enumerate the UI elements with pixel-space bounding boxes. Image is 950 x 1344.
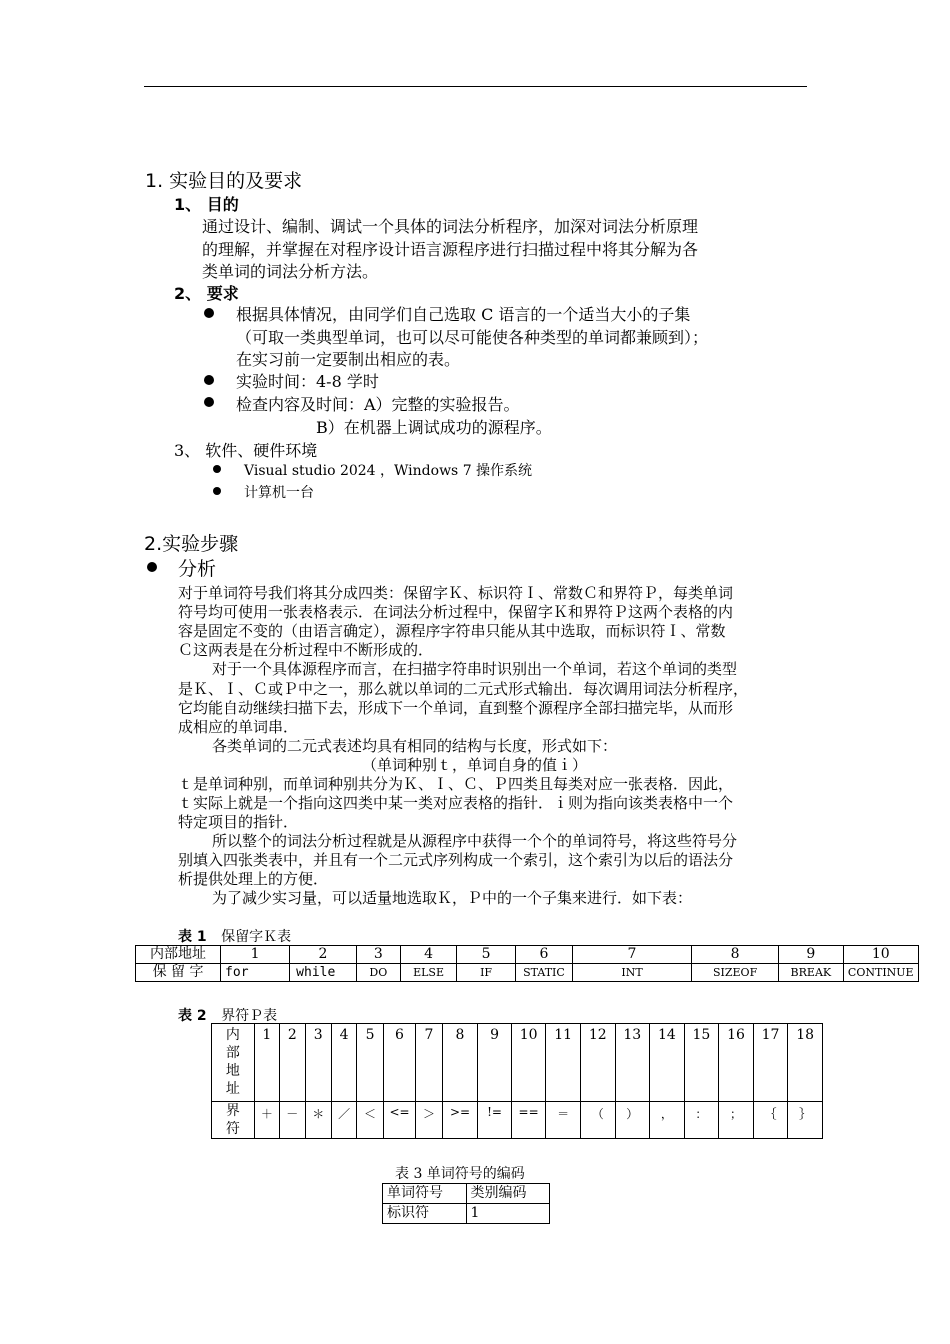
para-line: 是Ｋ、Ｉ、Ｃ或Ｐ中之一，那么就以单词的二元式形式输出．每次调用词法分析程序， [178, 680, 749, 698]
header-rule [144, 86, 807, 87]
table2-row-header [212, 1102, 255, 1139]
table-cell: 9 [779, 946, 843, 964]
table-cell: ＝ [546, 1102, 581, 1139]
table-cell: 1 [466, 1204, 550, 1224]
table-cell: BREAK [779, 964, 843, 982]
table-cell: 12 [580, 1024, 615, 1102]
delimiter-table [211, 1023, 823, 1139]
table-row [383, 1204, 550, 1224]
table1-caption-text: 保留字Ｋ表 [221, 929, 292, 945]
header-char: 界 [225, 1103, 240, 1119]
para-line: Ｃ这两表是在分析过程中不断形成的． [178, 641, 434, 659]
para-line: ｔ是单词种别，而单词种别共分为Ｋ、Ｉ、Ｃ、Ｐ四类且每类对应一张表格．因此， [178, 775, 734, 793]
table1-keyword-row [136, 964, 919, 982]
table-cell: ＜ [357, 1102, 383, 1139]
req-bullet3: 检查内容及时间：A）完整的实验报告。 [236, 395, 520, 414]
para-line: 对于单词符号我们将其分成四类：保留字Ｋ、标识符Ｉ、常数Ｃ和界符Ｐ，每类单词 [178, 584, 734, 602]
requirements-heading: 2、 要求 [174, 284, 239, 303]
table-cell: ： [684, 1102, 719, 1139]
table-cell: 4 [400, 946, 456, 964]
table-cell: 7 [416, 1024, 442, 1102]
table-cell: 18 [788, 1024, 823, 1102]
table-header-cell: 单词符号 [383, 1184, 467, 1204]
table-cell: ； [719, 1102, 754, 1139]
bullet-icon [204, 308, 214, 318]
table-cell: 1 [254, 1024, 279, 1102]
table-cell: 6 [515, 946, 572, 964]
para-line: 符号均可使用一张表格表示．在词法分析过程中，保留字Ｋ和界符Ｐ这两个表格的内 [178, 603, 734, 621]
table-cell: 8 [442, 1024, 478, 1102]
table2-caption [178, 1005, 277, 1025]
table-cell: 9 [478, 1024, 512, 1102]
table-cell: STATIC [515, 964, 572, 982]
table-cell: INT [572, 964, 691, 982]
table2-caption-label: 表 2 [178, 1008, 207, 1024]
table-cell: ＋ [254, 1102, 279, 1139]
table1-address-row [136, 946, 919, 964]
table-cell: ／ [331, 1102, 356, 1139]
para-line: （单词种别ｔ，单词自身的值ｉ） [362, 756, 588, 774]
section2-title: 2.实验步骤 [144, 533, 239, 555]
header-char: 地 [225, 1063, 240, 1079]
table-cell: DO [356, 964, 400, 982]
analysis-heading: 分析 [178, 558, 217, 580]
table-cell: ｛ [753, 1102, 788, 1139]
req-bullet1-line1: 根据具体情况，由同学们自己选取 C 语言的一个适当大小的子集 [236, 305, 691, 324]
table-cell: 标识符 [383, 1204, 467, 1224]
table-cell: 8 [692, 946, 779, 964]
table-header-cell: 类别编码 [466, 1184, 550, 1204]
table1-caption [178, 926, 291, 946]
req-bullet1-line3: 在实习前一定要制出相应的表。 [236, 350, 461, 369]
table-cell: 3 [305, 1024, 331, 1102]
header-char: 址 [225, 1081, 240, 1097]
table-cell: 1 [221, 946, 290, 964]
table-cell: 5 [457, 946, 516, 964]
environment-item-1: Visual studio 2024 ，Windows 7 操作系统 [244, 463, 533, 479]
table-cell: 17 [753, 1024, 788, 1102]
table-cell: <= [383, 1102, 416, 1139]
req-bullet1-line2: （可取一类典型单词，也可以尽可能使各种类型的单词都兼顾到）； [236, 328, 709, 347]
table-cell: 6 [383, 1024, 416, 1102]
req-bullet3-cont: B）在机器上调试成功的源程序。 [316, 418, 552, 437]
table-cell: 2 [280, 1024, 305, 1102]
environment-heading: 3、 软件、硬件环境 [174, 441, 318, 460]
table-cell: SIZEOF [692, 964, 779, 982]
table-cell: － [280, 1102, 305, 1139]
table-cell: ） [615, 1102, 650, 1139]
table-cell: 15 [684, 1024, 719, 1102]
table2-row-header [212, 1024, 255, 1102]
table-cell: 4 [331, 1024, 356, 1102]
req-bullet2: 实验时间：4-8 学时 [236, 372, 379, 391]
table-cell: 2 [290, 946, 357, 964]
table-cell: ， [650, 1102, 685, 1139]
table-cell: 5 [357, 1024, 383, 1102]
table3-header-row [383, 1184, 550, 1204]
para-line: 特定项目的指针． [178, 813, 299, 831]
table-cell: ＊ [305, 1102, 331, 1139]
table-cell: CONTINUE [843, 964, 918, 982]
table1-row-header: 内部地址 [136, 946, 221, 964]
para-line: 成相应的单词串． [178, 718, 299, 736]
table3-caption: 表 3 单词符号的编码 [395, 1166, 525, 1182]
table-cell: 14 [650, 1024, 685, 1102]
table-cell: != [478, 1102, 512, 1139]
para-line: 所以整个的词法分析过程就是从源程序中获得一个个的单词符号，将这些符号分 [212, 832, 738, 850]
bullet-icon [147, 562, 157, 572]
para-line: 析提供处理上的方便． [178, 870, 329, 888]
section1-title: 1. 实验目的及要求 [145, 170, 303, 192]
para-line: ｔ实际上就是一个指向这四类中某一类对应表格的指针．ｉ则为指向该类表格中一个 [178, 794, 734, 812]
purpose-line-3: 类单词的词法分析方法。 [202, 262, 379, 281]
table-cell: 11 [546, 1024, 581, 1102]
table-cell: 3 [356, 946, 400, 964]
table-cell: >= [442, 1102, 478, 1139]
para-line: 对于一个具体源程序而言，在扫描字符串时识别出一个单词，若这个单词的类型 [212, 660, 738, 678]
para-line: 别填入四张类表中，并且有一个二元式序列构成一个索引，这个索引为以后的语法分 [178, 851, 734, 869]
purpose-heading: 1、 目的 [174, 195, 239, 214]
table2-symbol-row [212, 1102, 823, 1139]
table-cell: 10 [511, 1024, 546, 1102]
table-cell: for [221, 964, 290, 982]
header-char: 部 [225, 1045, 240, 1061]
bullet-icon [213, 465, 221, 473]
para-line: 为了减少实习量，可以适量地选取Ｋ，Ｐ中的一个子集来进行．如下表： [212, 889, 693, 907]
table-cell: 7 [572, 946, 691, 964]
para-line: 容是固定不变的（由语言确定），源程序字符串只能从其中选取，而标识符Ｉ、常数 [178, 622, 726, 640]
table-cell: ｝ [788, 1102, 823, 1139]
bullet-icon [204, 397, 214, 407]
table-cell: （ [580, 1102, 615, 1139]
purpose-line-2: 的理解，并掌握在对程序设计语言源程序进行扫描过程中将其分解为各 [202, 240, 699, 259]
token-code-table [382, 1183, 550, 1224]
environment-item-2: 计算机一台 [244, 485, 314, 501]
purpose-line-1: 通过设计、编制、调试一个具体的词法分析程序，加深对词法分析原理 [202, 217, 699, 236]
table-cell: IF [457, 964, 516, 982]
bullet-icon [204, 375, 214, 385]
table-cell: == [511, 1102, 546, 1139]
table2-caption-text: 界符Ｐ表 [221, 1008, 278, 1024]
para-line: 它均能自动继续扫描下去，形成下一个单词，直到整个源程序全部扫描完毕，从而形 [178, 699, 734, 717]
table1-row-header: 保 留 字 [136, 964, 221, 982]
header-char: 内 [225, 1027, 240, 1043]
table2-address-row [212, 1024, 823, 1102]
table-cell: 16 [719, 1024, 754, 1102]
table-cell: while [290, 964, 357, 982]
keyword-table [135, 945, 919, 982]
para-line: 各类单词的二元式表述均具有相同的结构与长度，形式如下： [212, 737, 618, 755]
bullet-icon [213, 487, 221, 495]
table-cell: 13 [615, 1024, 650, 1102]
table-cell: ELSE [400, 964, 456, 982]
header-char: 符 [225, 1121, 240, 1137]
table-cell: ＞ [416, 1102, 442, 1139]
table-cell: 10 [843, 946, 918, 964]
table1-caption-label: 表 1 [178, 929, 207, 945]
